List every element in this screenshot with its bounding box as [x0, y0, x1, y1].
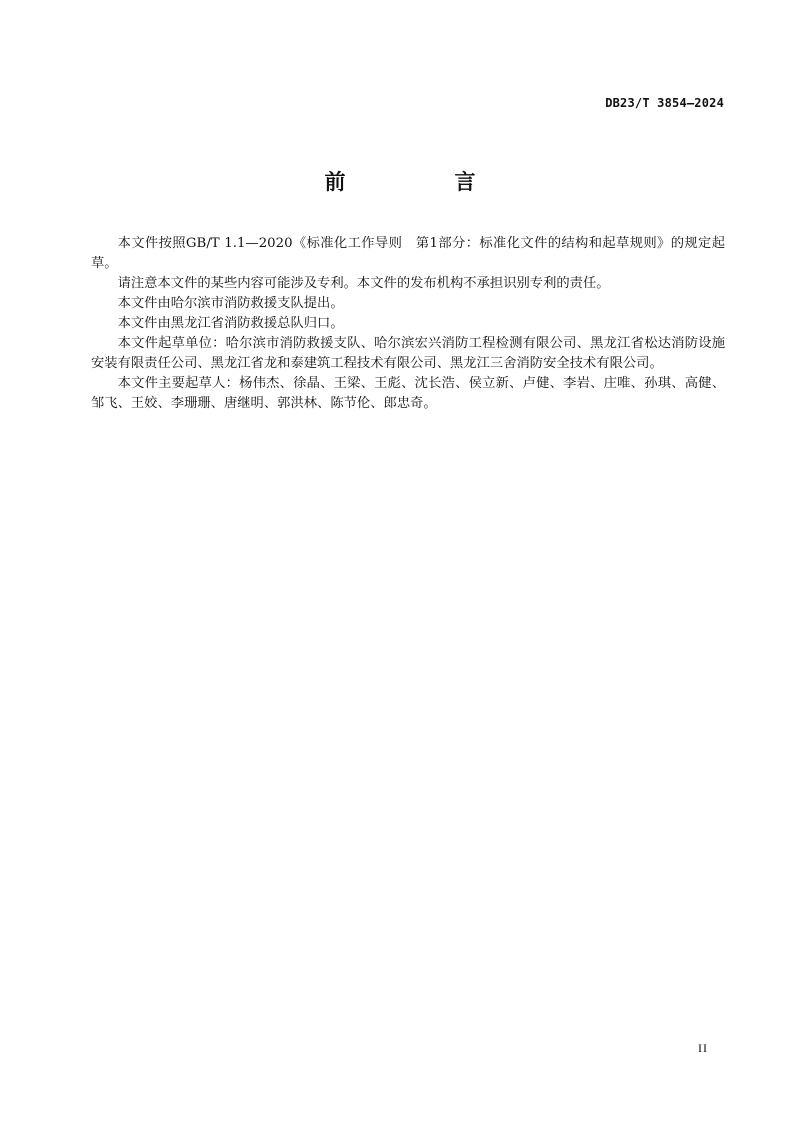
- page-number: II: [698, 1041, 708, 1055]
- foreword-body: [91, 234, 725, 414]
- page-title: 前 言: [324, 170, 520, 194]
- paragraph-centralized-by: 本文件由黑龙江省消防救援总队归口。: [117, 316, 344, 331]
- paragraph-drafters: 本文件主要起草人：杨伟杰、徐晶、王梁、王彪、沈长浩、侯立新、卢健、李岩、庄唯、孙琪、高健、邹飞、王姣、李珊珊、唐继明、郭洪林、陈节伦、郎忠奇。: [91, 376, 725, 411]
- paragraph-patent-notice: 请注意本文件的某些内容可能涉及专利。本文件的发布机构不承担识别专利的责任。: [117, 276, 610, 291]
- paragraph-proposed-by: 本文件由哈尔滨市消防救援支队提出。: [117, 296, 344, 311]
- standard-code: DB23/T 3854—2024: [605, 96, 724, 110]
- paragraph-drafting-units: 本文件起草单位：哈尔滨市消防救援支队、哈尔滨宏兴消防工程检测有限公司、黑龙江省松达消防设施安装有限责任公司、黑龙江省龙和泰建筑工程技术有限公司、黑龙江三舍消防安全技术有限公司。: [91, 336, 725, 371]
- paragraph-drafting-rules: 本文件按照GB/T 1.1—2020《标准化工作导则 第1部分：标准化文件的结构和起草规则》的规定起草。: [91, 236, 725, 271]
